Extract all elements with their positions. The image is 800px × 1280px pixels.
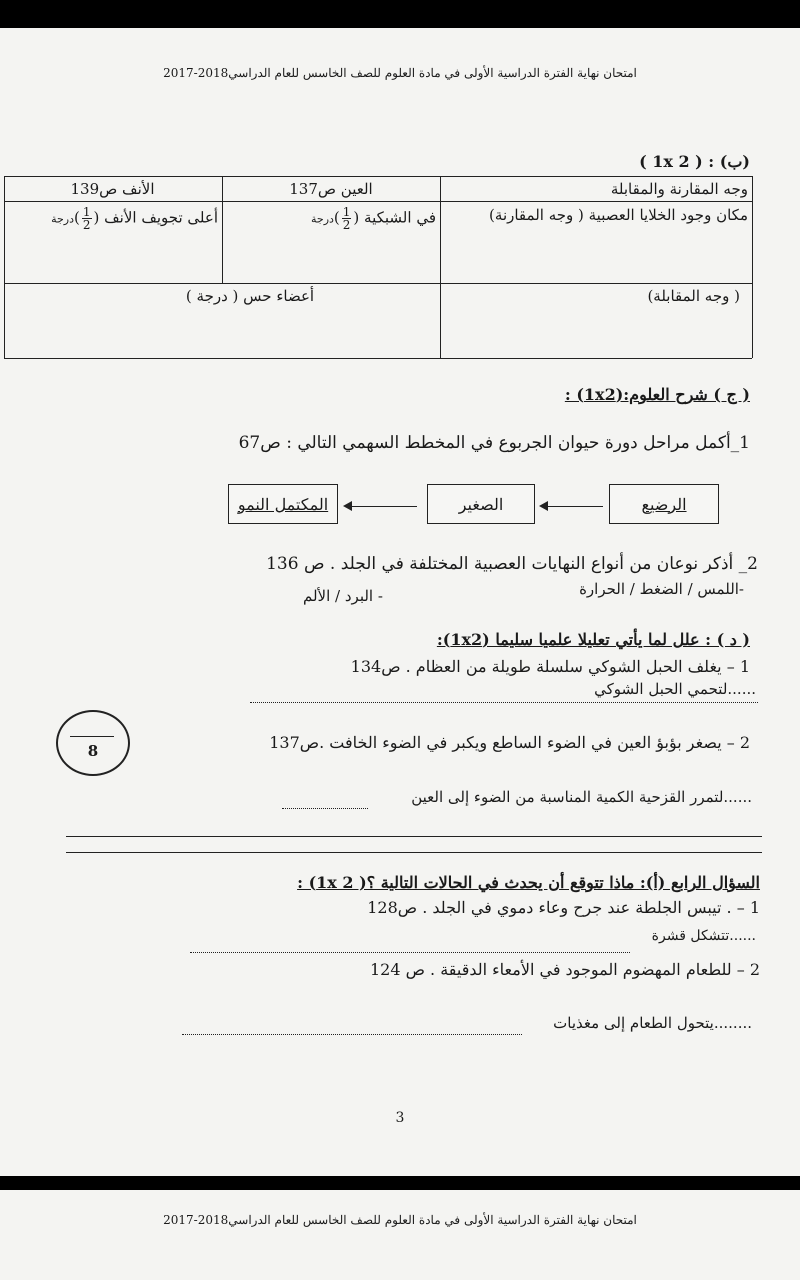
table-row1-criterion: مكان وجود الخلايا العصبية ( وجه المقارنة) (489, 206, 748, 224)
section-c-title: ( ج ) شرح العلوم:(1x2) : (564, 385, 750, 404)
question4-a2: ........يتحول الطعام إلى مغذيات (553, 1014, 752, 1032)
table-head-criterion: وجه المقارنة والمقابلة (610, 180, 748, 198)
section-c-q2: 2_ أذكر نوعان من أنواع النهايات العصبية المختلفة في الجلد . ص 136 (266, 554, 758, 574)
stage-newborn: الرضيع (609, 484, 719, 524)
answer-line (282, 808, 368, 809)
table-head-nose: الأنف ص139 (70, 180, 155, 198)
section-d-title: ( د ) : علل لما يأتي تعليلا علميا سليما (1x2): (436, 630, 750, 649)
section-d-a2: ......لتمرر القزحية الكمية المناسبة من الضوء إلى العين (411, 788, 752, 806)
arrow-icon (541, 506, 603, 507)
stage-young: الصغير (427, 484, 535, 524)
section-d-a1: ......لتحمي الحبل الشوكي (594, 680, 756, 698)
answer-line (182, 1034, 522, 1035)
question4-q1: 1 – . تيبس الجلطة عند جرح وعاء دموي في الجلد . ص128 (367, 898, 760, 917)
arrow-icon (345, 506, 417, 507)
answer-line (190, 952, 630, 953)
table-row1-eye: في الشبكية ( $\frac{1}{2}$ )درجة (311, 205, 436, 232)
section-divider (66, 836, 762, 837)
table-row1-nose: أعلى تجويف الأنف ( $\frac{1}{2}$ )درجة (51, 205, 218, 232)
section-d-q1: 1 – يغلف الحبل الشوكي سلسلة طويلة من العظام . ص134 (350, 657, 750, 676)
section-c-q1: 1_أكمل مراحل دورة حيوان الجربوع في المخطط السهمي التالي : ص67 (238, 433, 750, 453)
table-row2-criterion: ( وجه المقابلة) (647, 287, 740, 305)
half-fraction: $\frac{1}{2}$ (82, 205, 91, 232)
question4-q2: 2 – للطعام المهضوم الموجود في الأمعاء الدقيقة . ص 124 (369, 960, 760, 979)
question4-a1: ......تتشكل قشرة (651, 928, 756, 944)
table-head-eye: العين ص137 (289, 180, 373, 198)
section-c-q2-answer-a: -اللمس / الضغط / الحرارة (579, 580, 744, 598)
section-b-label: ( 1x 2 ) : (ب) (639, 152, 750, 171)
table-row2-answer: أعضاء حس ( درجة ) (185, 287, 315, 305)
section-divider (66, 852, 762, 853)
score-value: 8 (87, 742, 99, 760)
section-d-q2: 2 – يصغر بؤبؤ العين في الضوء الساطع ويكبر في الضوء الخافت .ص137 (269, 733, 750, 752)
stage-adult: المكتمل النمو (228, 484, 338, 524)
page-header-next: امتحان نهاية الفترة الدراسية الأولى في مادة العلوم للصف الخاسس للعام الدراسي2018-2017 (163, 1213, 637, 1227)
answer-line (250, 702, 758, 703)
page-header: امتحان نهاية الفترة الدراسية الأولى في مادة العلوم للصف الخاسس للعام الدراسي2018-2017 (163, 66, 637, 80)
score-circle (56, 710, 130, 776)
question4-title: السؤال الرابع (أ): ماذا تتوقع أن يحدث في الحالات التالية ؟( 1x 2) : (297, 873, 760, 892)
half-fraction: $\frac{1}{2}$ (342, 205, 351, 232)
section-c-q2-answer-b: - البرد / الألم (303, 587, 383, 605)
page-number: 3 (395, 1110, 405, 1126)
bottom-black-bar (0, 1176, 800, 1190)
top-black-bar (0, 0, 800, 28)
